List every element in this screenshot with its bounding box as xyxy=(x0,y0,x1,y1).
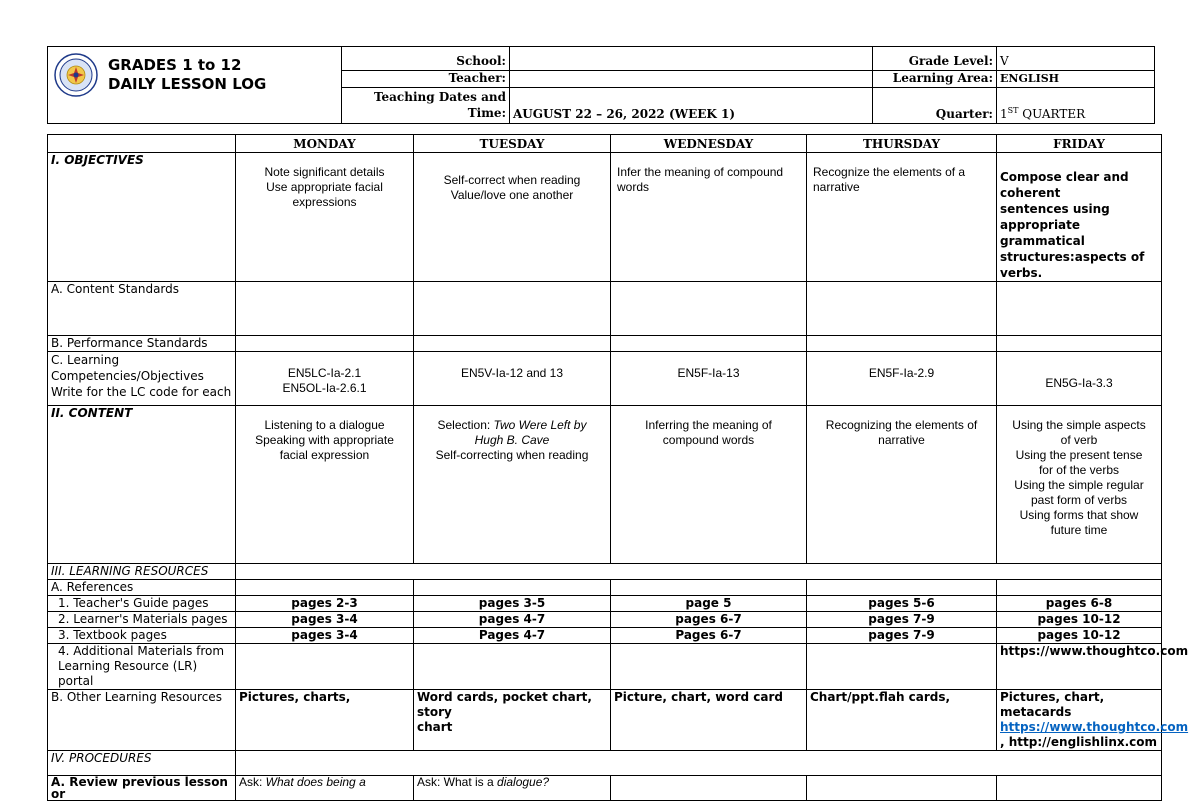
lesson-log-table xyxy=(47,134,1189,801)
learners-materials-row xyxy=(48,612,1162,628)
title-line-2: DAILY LESSON LOG xyxy=(108,75,267,93)
content-friday: Using the simple aspects of verb Using the present tense for of the verbs Using the simple regular past form of verbs Using forms that show future time xyxy=(997,406,1162,564)
day-friday: FRIDAY xyxy=(997,135,1162,153)
content-label: II. CONTENT xyxy=(48,406,236,564)
teachers-guide-label: 1. Teacher's Guide pages xyxy=(48,596,236,612)
performance-standards-label: B. Performance Standards xyxy=(48,336,236,352)
additional-materials-label: 4. Additional Materials from Learning Resource (LR) portal xyxy=(48,644,236,690)
lm-tuesday: pages 4-7 xyxy=(414,612,611,628)
learning-area-value: ENGLISH xyxy=(997,71,1155,88)
review-tuesday: Ask: What is a dialogue? xyxy=(414,776,611,801)
teacher-value xyxy=(510,71,873,88)
tg-thursday: pages 5-6 xyxy=(807,596,997,612)
lc-friday: EN5G-Ia-3.3 xyxy=(997,352,1162,406)
other-resources-row xyxy=(48,690,1162,751)
other-monday: Pictures, charts, xyxy=(236,690,414,751)
lc-wednesday: EN5F-Ia-13 xyxy=(611,352,807,406)
teacher-label: Teacher: xyxy=(342,71,510,88)
content-row xyxy=(48,406,1162,564)
grade-level-value: V xyxy=(997,47,1155,71)
learning-competencies-row xyxy=(48,352,1162,406)
day-wednesday: WEDNESDAY xyxy=(611,135,807,153)
content-wednesday: Inferring the meaning of compound words xyxy=(611,406,807,564)
procedures-row xyxy=(48,751,1162,776)
deped-seal-icon xyxy=(54,53,98,97)
lc-monday: EN5LC-Ia-2.1 EN5OL-Ia-2.6.1 xyxy=(236,352,414,406)
objectives-thursday: Recognize the elements of a narrative xyxy=(807,153,997,282)
title-line-1: GRADES 1 to 12 xyxy=(108,56,242,74)
tb-monday: pages 3-4 xyxy=(236,628,414,644)
additional-materials-friday: https://www.thoughtco.com xyxy=(997,644,1162,690)
objectives-row xyxy=(48,153,1162,282)
additional-materials-row xyxy=(48,644,1162,690)
other-resources-label: B. Other Learning Resources xyxy=(48,690,236,751)
references-row xyxy=(48,580,1162,596)
performance-standards-row xyxy=(48,336,1162,352)
school-value xyxy=(510,47,873,71)
tg-tuesday: pages 3-5 xyxy=(414,596,611,612)
content-monday: Listening to a dialogue Speaking with appropriate facial expression xyxy=(236,406,414,564)
content-tuesday: Selection: Two Were Left by Hugh B. Cave Self-correcting when reading xyxy=(414,406,611,564)
lm-wednesday: pages 6-7 xyxy=(611,612,807,628)
objectives-friday: Compose clear and coherent sentences using appropriate grammatical structures:aspects of verbs. xyxy=(997,153,1162,282)
objectives-tuesday: Self-correct when reading Value/love one another xyxy=(414,153,611,282)
thoughtco-link[interactable]: https://www.thoughtco.com xyxy=(1000,720,1189,734)
objectives-wednesday: Infer the meaning of compound words xyxy=(611,153,807,282)
lm-friday: pages 10-12 xyxy=(997,612,1162,628)
lm-thursday: pages 7-9 xyxy=(807,612,997,628)
other-tuesday: Word cards, pocket chart, story chart xyxy=(414,690,611,751)
title-block xyxy=(48,47,342,124)
tb-friday: pages 10-12 xyxy=(997,628,1162,644)
day-monday: MONDAY xyxy=(236,135,414,153)
tg-monday: pages 2-3 xyxy=(236,596,414,612)
procedures-label: IV. PROCEDURES xyxy=(48,751,236,776)
content-standards-row xyxy=(48,282,1162,336)
quarter-label: Quarter: xyxy=(873,88,997,124)
textbook-label: 3. Textbook pages xyxy=(48,628,236,644)
other-thursday: Chart/ppt.flah cards, xyxy=(807,690,997,751)
tb-thursday: pages 7-9 xyxy=(807,628,997,644)
day-thursday: THURSDAY xyxy=(807,135,997,153)
objectives-monday: Note significant details Use appropriate facial expressions xyxy=(236,153,414,282)
learning-resources-label: III. LEARNING RESOURCES xyxy=(48,564,236,580)
school-label: School: xyxy=(342,47,510,71)
references-label: A. References xyxy=(48,580,236,596)
tb-tuesday: Pages 4-7 xyxy=(414,628,611,644)
tg-friday: pages 6-8 xyxy=(997,596,1162,612)
learning-resources-row xyxy=(48,564,1162,580)
tb-wednesday: Pages 6-7 xyxy=(611,628,807,644)
objectives-label: I. OBJECTIVES xyxy=(48,153,236,282)
lc-tuesday: EN5V-Ia-12 and 13 xyxy=(414,352,611,406)
day-tuesday: TUESDAY xyxy=(414,135,611,153)
other-friday: Pictures, chart, metacards https://www.thoughtco.com , http://englishlinx.com xyxy=(997,690,1162,751)
content-thursday: Recognizing the elements of narrative xyxy=(807,406,997,564)
textbook-row xyxy=(48,628,1162,644)
lm-monday: pages 3-4 xyxy=(236,612,414,628)
header-table xyxy=(47,46,1155,124)
tg-wednesday: page 5 xyxy=(611,596,807,612)
learners-materials-label: 2. Learner's Materials pages xyxy=(48,612,236,628)
teachers-guide-row xyxy=(48,596,1162,612)
teaching-dates-value: AUGUST 22 – 26, 2022 (WEEK 1) xyxy=(510,88,873,124)
review-monday: Ask: What does being a xyxy=(236,776,414,801)
content-standards-label: A. Content Standards xyxy=(48,282,236,336)
other-wednesday: Picture, chart, word card xyxy=(611,690,807,751)
teaching-dates-label: Teaching Dates and Time: xyxy=(342,88,510,124)
learning-competencies-label: C. Learning Competencies/Objectives Write for the LC code for each xyxy=(48,352,236,406)
review-row xyxy=(48,776,1162,801)
quarter-value: 1ST QUARTER xyxy=(997,88,1155,124)
lc-thursday: EN5F-Ia-2.9 xyxy=(807,352,997,406)
learning-area-label: Learning Area: xyxy=(873,71,997,88)
days-header-row xyxy=(48,135,1162,153)
review-label: A. Review previous lesson or xyxy=(48,776,236,801)
grade-level-label: Grade Level: xyxy=(873,47,997,71)
